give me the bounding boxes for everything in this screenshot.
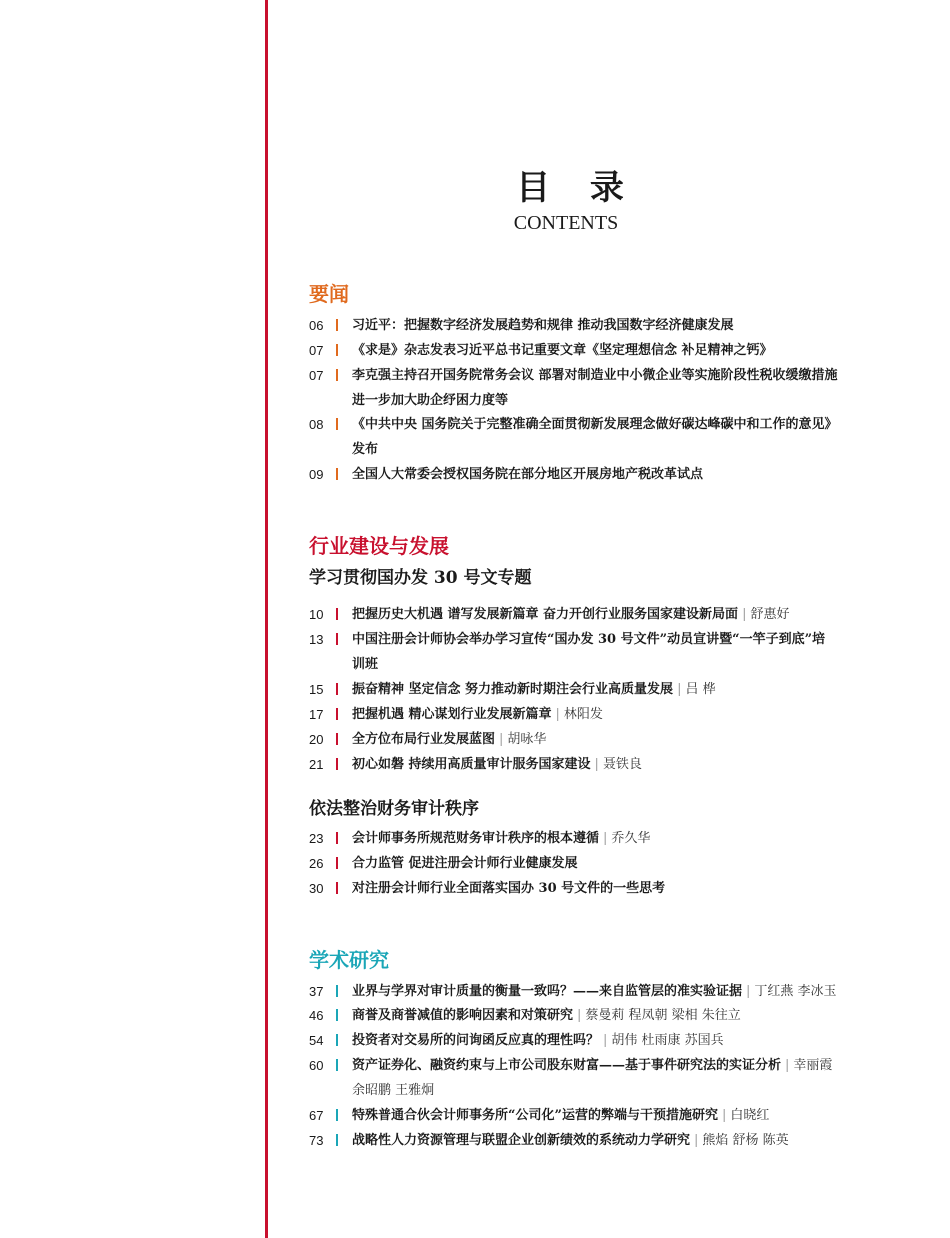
entry-author: 聂铁良 [602, 757, 642, 772]
page-number: 07 [309, 368, 324, 383]
entry-author: 胡咏华 [507, 732, 547, 747]
page-number: 60 [309, 1058, 324, 1073]
toc-entry[interactable]: 15 振奋精神 坚定信念 努力推动新时期注会行业高质量发展 | 吕 桦 [309, 677, 909, 702]
entry-title: 全方位布局行业发展蓝图 [352, 732, 496, 747]
entry-title: 合力监管 促进注册会计师行业健康发展 [352, 856, 578, 871]
entry-bar [336, 1034, 338, 1046]
red-vertical-rule [265, 0, 268, 1238]
entry-title-cont: 进一步加大助企纾困力度等 [352, 393, 509, 408]
entry-bar [336, 758, 338, 770]
toc-entry[interactable] [309, 412, 909, 462]
section-heading-news: 要闻 [309, 282, 349, 306]
entry-title: 把握机遇 精心谋划行业发展新篇章 [352, 707, 552, 722]
toc-entry[interactable]: 10 把握历史大机遇 谱写发展新篇章 奋力开创行业服务国家建设新局面 | 舒惠好 [309, 602, 909, 627]
entry-bar [336, 708, 338, 720]
page-number: 15 [309, 682, 324, 697]
toc-entry[interactable] [309, 313, 909, 338]
toc-entry[interactable] [309, 876, 909, 901]
entry-title: 特殊普通合伙会计师事务所“公司化”运营的弊端与干预措施研究 [352, 1108, 718, 1123]
toc-entry[interactable]: 20 全方位布局行业发展蓝图 | 胡咏华 [309, 727, 909, 752]
entry-author: 舒惠好 [750, 607, 790, 622]
page-number: 23 [309, 831, 324, 846]
page-number: 10 [309, 607, 324, 622]
page-number: 13 [309, 632, 324, 647]
entry-bar [336, 418, 338, 430]
toc-entry[interactable]: 67 特殊普通合伙会计师事务所“公司化”运营的弊端与干预措施研究 | 白晓红 [309, 1103, 909, 1128]
section-heading-research: 学术研究 [309, 948, 389, 972]
page-number: 54 [309, 1033, 324, 1048]
entry-title: 投资者对交易所的问询函反应真的理性吗？ [352, 1033, 600, 1048]
page-number: 26 [309, 856, 324, 871]
toc-entry[interactable]: 60 资产证券化、融资约束与上市公司股东财富——基于事件研究法的实证分析 | 幸丽霞 余昭鹏 王雅炯 [309, 1053, 909, 1103]
entry-bar [336, 1059, 338, 1071]
entry-author: 胡伟 杜雨康 苏国兵 [611, 1033, 724, 1048]
entry-bar [336, 1009, 338, 1021]
toc-entry[interactable] [309, 338, 909, 363]
toc-entry[interactable] [309, 462, 909, 487]
toc-entry[interactable]: 46 商誉及商誉减值的影响因素和对策研究 | 蔡曼莉 程凤朝 梁相 朱往立 [309, 1003, 909, 1028]
entry-author: 丁红燕 李冰玉 [754, 984, 837, 999]
entry-bar [336, 832, 338, 844]
page-number: 21 [309, 757, 324, 772]
subsection-heading: 依法整治财务审计秩序 [309, 799, 479, 819]
entry-bar [336, 882, 338, 894]
entry-title: 对注册会计师行业全面落实国办 30 号文件的一些思考 [352, 881, 666, 896]
entry-title: 业界与学界对审计质量的衡量一致吗？——来自监管层的准实验证据 [352, 984, 743, 999]
entry-title: 习近平：把握数字经济发展趋势和规律 推动我国数字经济健康发展 [352, 318, 734, 333]
page-number: 67 [309, 1108, 324, 1123]
entry-title: 会计师事务所规范财务审计秩序的根本遵循 [352, 831, 600, 846]
entry-title: 把握历史大机遇 谱写发展新篇章 奋力开创行业服务国家建设新局面 [352, 607, 739, 622]
toc-entry[interactable]: 73 战略性人力资源管理与联盟企业创新绩效的系统动力学研究 | 熊焰 舒杨 陈英 [309, 1128, 909, 1153]
entry-author: 乔久华 [611, 831, 651, 846]
entry-bar [336, 683, 338, 695]
toc-entry[interactable]: 23 会计师事务所规范财务审计秩序的根本遵循 | 乔久华 [309, 826, 909, 851]
entry-bar [336, 468, 338, 480]
entry-title: 初心如磐 持续用高质量审计服务国家建设 [352, 757, 591, 772]
entry-title: 李克强主持召开国务院常务会议 部署对制造业中小微企业等实施阶段性税收缓缴措施 [352, 368, 838, 383]
page-number: 20 [309, 732, 324, 747]
entry-author: 熊焰 舒杨 陈英 [702, 1133, 789, 1148]
page-number: 17 [309, 707, 324, 722]
entry-bar [336, 608, 338, 620]
page-subtitle: CONTENTS [513, 212, 619, 234]
entry-bar [336, 633, 338, 645]
page-number: 06 [309, 318, 324, 333]
entry-title: 全国人大常委会授权国务院在部分地区开展房地产税改革试点 [352, 467, 704, 482]
entry-bar [336, 1109, 338, 1121]
page-number: 73 [309, 1133, 324, 1148]
entry-bar [336, 857, 338, 869]
page-number: 30 [309, 881, 324, 896]
toc-entry[interactable]: 17 把握机遇 精心谋划行业发展新篇章 | 林阳发 [309, 702, 909, 727]
toc-entry[interactable]: 21 初心如磐 持续用高质量审计服务国家建设 | 聂铁良 [309, 752, 909, 777]
page-number: 46 [309, 1008, 324, 1023]
entry-title: 中国注册会计师协会举办学习宣传“国办发 30 号文件”动员宣讲暨“一竿子到底”培 [352, 632, 826, 647]
page-number: 37 [309, 984, 324, 999]
subsection-heading: 学习贯彻国办发 30 号文专题 [309, 568, 532, 588]
section-heading-industry: 行业建设与发展 [309, 534, 449, 558]
entry-author: 白晓红 [730, 1108, 770, 1123]
entry-bar [336, 1134, 338, 1146]
entry-title: 《中共中央 国务院关于完整准确全面贯彻新发展理念做好碳达峰碳中和工作的意见》 [352, 417, 838, 432]
entry-title: 战略性人力资源管理与联盟企业创新绩效的系统动力学研究 [352, 1133, 691, 1148]
entry-bar [336, 985, 338, 997]
toc-entry[interactable] [309, 851, 909, 876]
toc-entry[interactable]: 37 业界与学界对审计质量的衡量一致吗？——来自监管层的准实验证据 | 丁红燕 李冰玉 [309, 979, 909, 1004]
entry-author: 蔡曼莉 程凤朝 梁相 朱往立 [585, 1008, 741, 1023]
page-number: 07 [309, 343, 324, 358]
toc-entry[interactable] [309, 363, 909, 413]
entry-title: 振奋精神 坚定信念 努力推动新时期注会行业高质量发展 [352, 682, 674, 697]
entry-bar [336, 319, 338, 331]
entry-title-cont: 发布 [352, 442, 379, 457]
page-title: 目 录 [516, 168, 638, 208]
entry-title: 商誉及商誉减值的影响因素和对策研究 [352, 1008, 574, 1023]
toc-entry[interactable] [309, 627, 909, 677]
page-number: 09 [309, 467, 324, 482]
entry-bar [336, 344, 338, 356]
entry-bar [336, 369, 338, 381]
entry-author: 林阳发 [563, 707, 603, 722]
entry-title-cont: 训班 [352, 657, 379, 672]
entry-title: 资产证券化、融资约束与上市公司股东财富——基于事件研究法的实证分析 [352, 1058, 782, 1073]
entry-title: 《求是》杂志发表习近平总书记重要文章《坚定理想信念 补足精神之钙》 [352, 343, 773, 358]
entry-author: 幸丽霞 [793, 1058, 833, 1073]
page-number: 08 [309, 417, 324, 432]
entry-author: 吕 桦 [685, 682, 716, 697]
entry-bar [336, 733, 338, 745]
entry-author-cont: 余昭鹏 王雅炯 [352, 1083, 435, 1098]
toc-entry[interactable]: 54 投资者对交易所的问询函反应真的理性吗？ | 胡伟 杜雨康 苏国兵 [309, 1028, 909, 1053]
